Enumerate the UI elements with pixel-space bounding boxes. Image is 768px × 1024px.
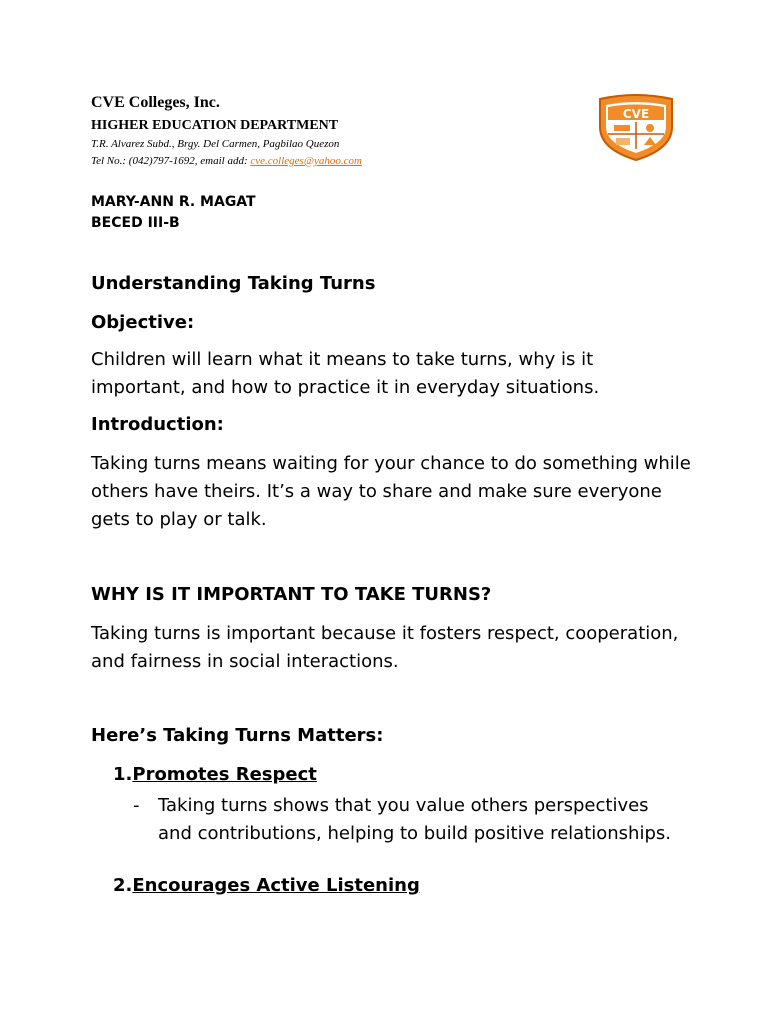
introduction-heading: Introduction:: [91, 414, 224, 435]
list-label: Promotes Respect: [132, 764, 317, 785]
list-label: Encourages Active Listening: [132, 875, 420, 896]
introduction-text: Taking turns means waiting for your chance to do something while others have theirs. It’s a way to share and make sure everyone gets to play or talk.: [91, 453, 691, 530]
cve-logo-icon: [596, 93, 676, 161]
document-title: Understanding Taking Turns: [91, 273, 376, 294]
list-number: 1.: [113, 764, 133, 785]
department-name: HIGHER EDUCATION DEPARTMENT: [91, 118, 339, 133]
list-item: [113, 874, 420, 898]
institution-address: T.R. Alvarez Subd., Brgy. Del Carmen, Pagbilao Quezon: [91, 138, 340, 150]
objective-heading: Objective:: [91, 312, 195, 333]
list-number: 2.: [113, 875, 133, 896]
student-info: [91, 192, 256, 234]
bullet-dash: -: [133, 795, 140, 816]
list-item: [113, 763, 317, 787]
student-section: BECED III-B: [91, 215, 180, 231]
objective-text: Children will learn what it means to take turns, why is it important, and how to practice it in everyday situations.: [91, 349, 600, 398]
tel-label: Tel No.: (042)797-1692, email add:: [91, 155, 251, 167]
why-heading: WHY IS IT IMPORTANT TO TAKE TURNS?: [91, 584, 492, 605]
why-text: Taking turns is important because it fosters respect, cooperation, and fairness in social interactions.: [91, 623, 679, 672]
institution-name: CVE Colleges, Inc.: [91, 94, 220, 111]
email-link[interactable]: cve.colleges@yahoo.com: [250, 155, 362, 167]
matters-heading: Here’s Taking Turns Matters:: [91, 725, 384, 746]
student-name: MARY-ANN R. MAGAT: [91, 194, 256, 210]
logo-text: CVE: [622, 107, 650, 121]
contact-line: [91, 155, 362, 167]
list-item-detail: Taking turns shows that you value others perspectives and contributions, helping to build positive relationships.: [158, 795, 671, 844]
